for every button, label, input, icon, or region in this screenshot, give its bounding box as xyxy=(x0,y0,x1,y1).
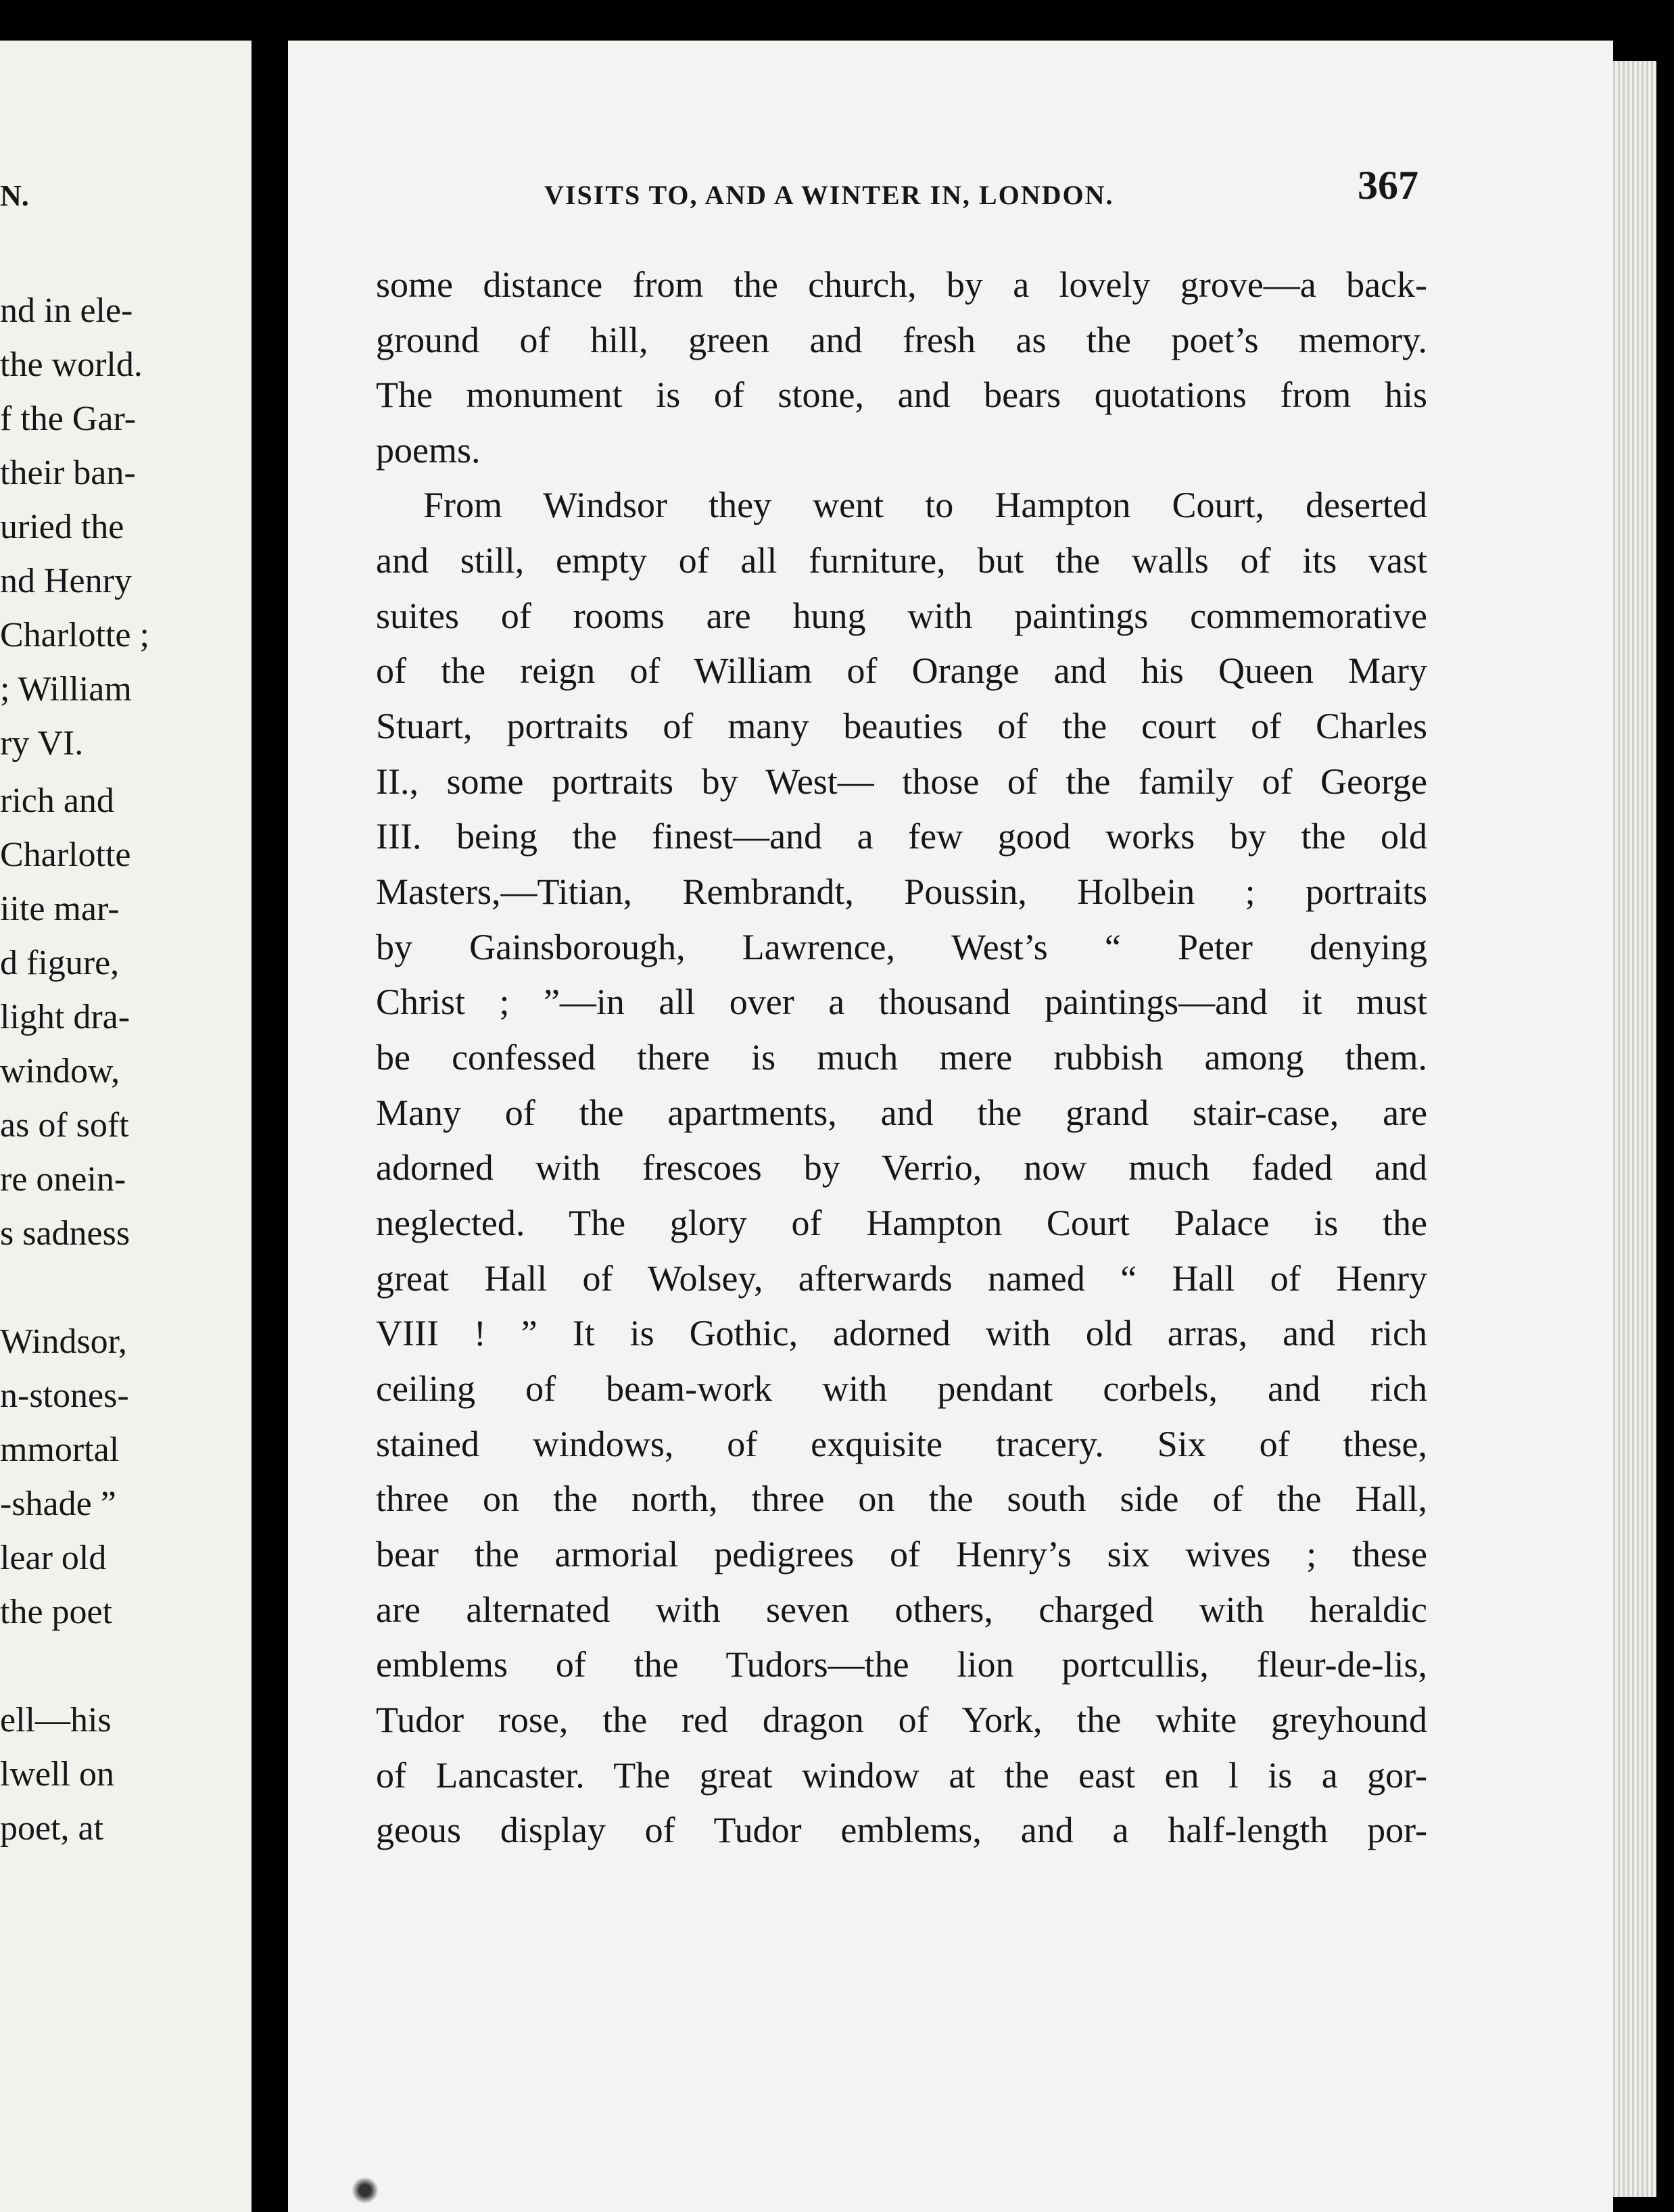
body-line: geous display of Tudor emblems, and a half-length por- xyxy=(376,1810,1427,1850)
body-line: be confessed there is much mere rubbish among them. xyxy=(376,1037,1427,1078)
body-line: VIII ! ” It is Gothic, adorned with old arras, and rich xyxy=(376,1313,1427,1353)
left-page-line: the poet xyxy=(0,1593,113,1631)
body-line: Many of the apartments, and the grand stair-case, are xyxy=(376,1092,1427,1133)
running-head: VISITS TO, AND A WINTER IN, LONDON. xyxy=(544,180,1114,210)
body-line: Masters,—Titian, Rembrandt, Poussin, Holbein ; portraits xyxy=(376,871,1427,912)
body-line: Stuart, portraits of many beauties of the court of Charles xyxy=(376,706,1427,746)
body-line: From Windsor they went to Hampton Court, deserted xyxy=(423,485,1427,525)
left-page xyxy=(0,41,252,2212)
left-page-line: ; William xyxy=(0,670,132,708)
left-page-line: s sadness xyxy=(0,1214,130,1253)
left-page-line: window, xyxy=(0,1052,120,1090)
left-page-line: lwell on xyxy=(0,1755,114,1794)
left-page-line: poet, at xyxy=(0,1809,104,1848)
body-line: adorned with frescoes by Verrio, now much faded and xyxy=(376,1147,1427,1188)
body-line: and still, empty of all furniture, but the walls of its vast xyxy=(376,540,1427,581)
body-line: ceiling of beam-work with pendant corbels, and rich xyxy=(376,1368,1427,1409)
left-page-line: f the Gar- xyxy=(0,400,137,438)
body-line: by Gainsborough, Lawrence, West’s “ Peter denying xyxy=(376,927,1427,967)
body-line: poems. xyxy=(376,430,481,471)
left-page-line: ell—his xyxy=(0,1701,112,1739)
left-page-line: nd Henry xyxy=(0,562,132,600)
body-line: some distance from the church, by a lovely grove—a back- xyxy=(376,264,1427,305)
left-page-line: Charlotte xyxy=(0,836,131,874)
left-page-line: -shade ” xyxy=(0,1485,116,1523)
page-edge xyxy=(1613,61,1656,2197)
left-page-line: uried the xyxy=(0,508,124,546)
left-page-line: Charlotte ; xyxy=(0,616,149,654)
left-page-line: lear old xyxy=(0,1539,107,1577)
body-line: II., some portraits by West— those of the family of George xyxy=(376,761,1427,802)
body-line: emblems of the Tudors—the lion portcullis, fleur-de-lis, xyxy=(376,1644,1427,1685)
left-page-line: nd in ele- xyxy=(0,291,133,330)
left-page-line: light dra- xyxy=(0,998,130,1036)
body-line: The monument is of stone, and bears quotations from his xyxy=(376,375,1427,415)
body-line: bear the armorial pedigrees of Henry’s six wives ; these xyxy=(376,1534,1427,1574)
body-line: three on the north, three on the south side of the Hall, xyxy=(376,1478,1427,1519)
left-page-line: Windsor, xyxy=(0,1322,127,1361)
body-line: great Hall of Wolsey, afterwards named “ Hall of Henry xyxy=(376,1258,1427,1299)
left-page-line: as of soft xyxy=(0,1106,129,1145)
body-line: of Lancaster. The great window at the east en l is a gor- xyxy=(376,1755,1427,1796)
body-line: are alternated with seven others, charged with heraldic xyxy=(376,1589,1427,1630)
body-line: III. being the finest—and a few good works by the old xyxy=(376,816,1427,857)
body-line: Christ ; ”—in all over a thousand paintings—and it must xyxy=(376,982,1427,1022)
body-line: Tudor rose, the red dragon of York, the white greyhound xyxy=(376,1700,1427,1740)
left-page-line: mmortal xyxy=(0,1430,120,1469)
left-page-line: re onein- xyxy=(0,1160,126,1199)
body-line: of the reign of William of Orange and his Queen Mary xyxy=(376,650,1427,691)
body-line: suites of rooms are hung with paintings commemorative xyxy=(376,596,1427,636)
left-page-line: ry VI. xyxy=(0,724,84,763)
left-page-line: n-stones- xyxy=(0,1376,129,1415)
left-page-line: their ban- xyxy=(0,454,136,492)
body-line: stained windows, of exquisite tracery. Six of these, xyxy=(376,1424,1427,1464)
page-number: 367 xyxy=(1358,163,1418,208)
left-running-head-fragment: N. xyxy=(0,179,29,212)
body-line: ground of hill, green and fresh as the poet’s memory. xyxy=(376,320,1427,360)
left-page-line: d figure, xyxy=(0,944,120,982)
left-page-line: iite mar- xyxy=(0,890,120,928)
scan-speck xyxy=(352,2177,379,2204)
left-page-line: the world. xyxy=(0,345,143,384)
body-line: neglected. The glory of Hampton Court Palace is the xyxy=(376,1203,1427,1243)
book-gutter xyxy=(252,41,288,2212)
left-page-line: rich and xyxy=(0,782,114,820)
